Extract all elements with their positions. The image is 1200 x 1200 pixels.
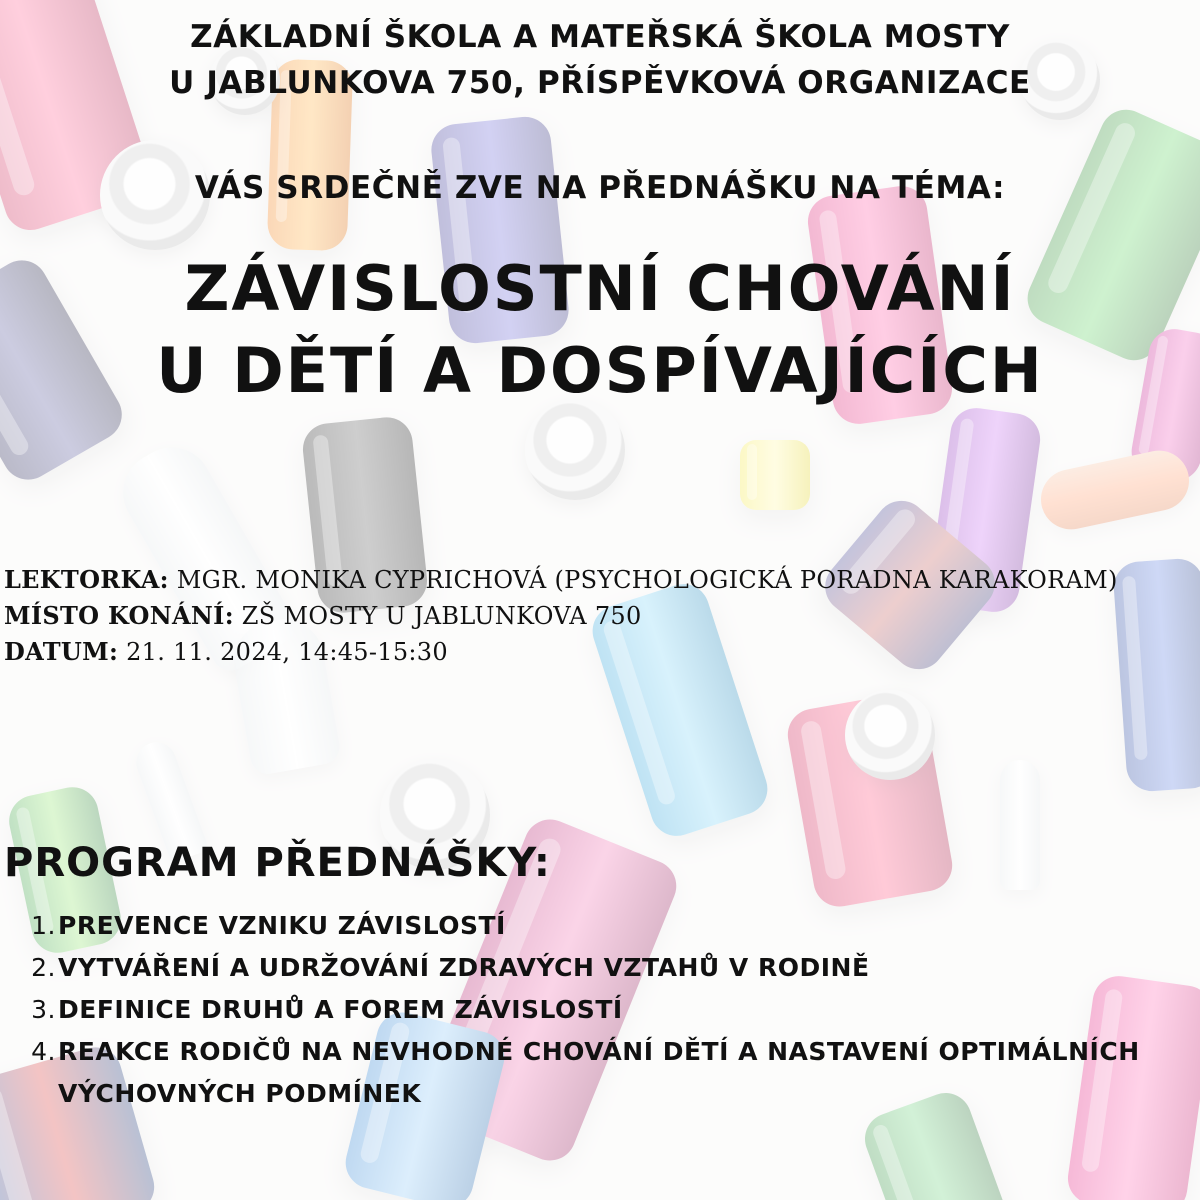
lecturer-value: MGR. MONIKA CYPRICHOVÁ (PSYCHOLOGICKÁ PORADNA KARAKORAM) [176,566,1118,594]
program-item-number: 1. [31,911,56,940]
program-item-text: DEFINICE DRUHŮ A FOREM ZÁVISLOSTÍ [58,995,623,1024]
program-item-number: 4. [31,1037,56,1066]
invitation-text: VÁS SRDEČNĚ ZVE NA PŘEDNÁŠKU NA TÉMA: [194,170,1006,206]
program-item-text: REAKCE RODIČŮ NA NEVHODNÉ CHOVÁNÍ DĚTÍ A NASTAVENÍ OPTIMÁLNÍCH VÝCHOVNÝCH PODMÍNEK [58,1037,1140,1108]
topic-line-2: U DĚTÍ A DOSPÍVAJÍCÍCH [156,334,1044,407]
program-item [18,989,1168,1031]
lecture-topic [0,248,1200,412]
school-line-1: ZÁKLADNÍ ŠKOLA A MATEŘSKÁ ŠKOLA MOSTY [190,19,1010,55]
event-details [4,562,1174,670]
date-label: DATUM: [4,637,119,666]
lecturer-label: LEKTORKA: [4,565,169,594]
program-item-number: 3. [31,995,56,1024]
date-row [4,634,1174,670]
program-item [18,947,1168,989]
program-item-text: PREVENCE VZNIKU ZÁVISLOSTÍ [58,911,506,940]
place-value: ZŠ MOSTY U JABLUNKOVA 750 [241,602,642,630]
place-row [4,598,1174,634]
program-title: PROGRAM PŘEDNÁŠKY: [4,840,551,886]
program-item [18,1031,1168,1115]
program-item [18,905,1168,947]
lecturer-row [4,562,1174,598]
place-label: MÍSTO KONÁNÍ: [4,601,234,630]
program-item-text: VYTVÁŘENÍ A UDRŽOVÁNÍ ZDRAVÝCH VZTAHŮ V RODINĚ [58,953,870,982]
topic-line-1: ZÁVISLOSTNÍ CHOVÁNÍ [184,252,1016,325]
school-line-2: U JABLUNKOVA 750, PŘÍSPĚVKOVÁ ORGANIZACE [169,65,1031,101]
program-item-number: 2. [31,953,56,982]
program-list [18,905,1168,1115]
date-value: 21. 11. 2024, 14:45-15:30 [126,638,448,666]
school-name [0,14,1200,106]
